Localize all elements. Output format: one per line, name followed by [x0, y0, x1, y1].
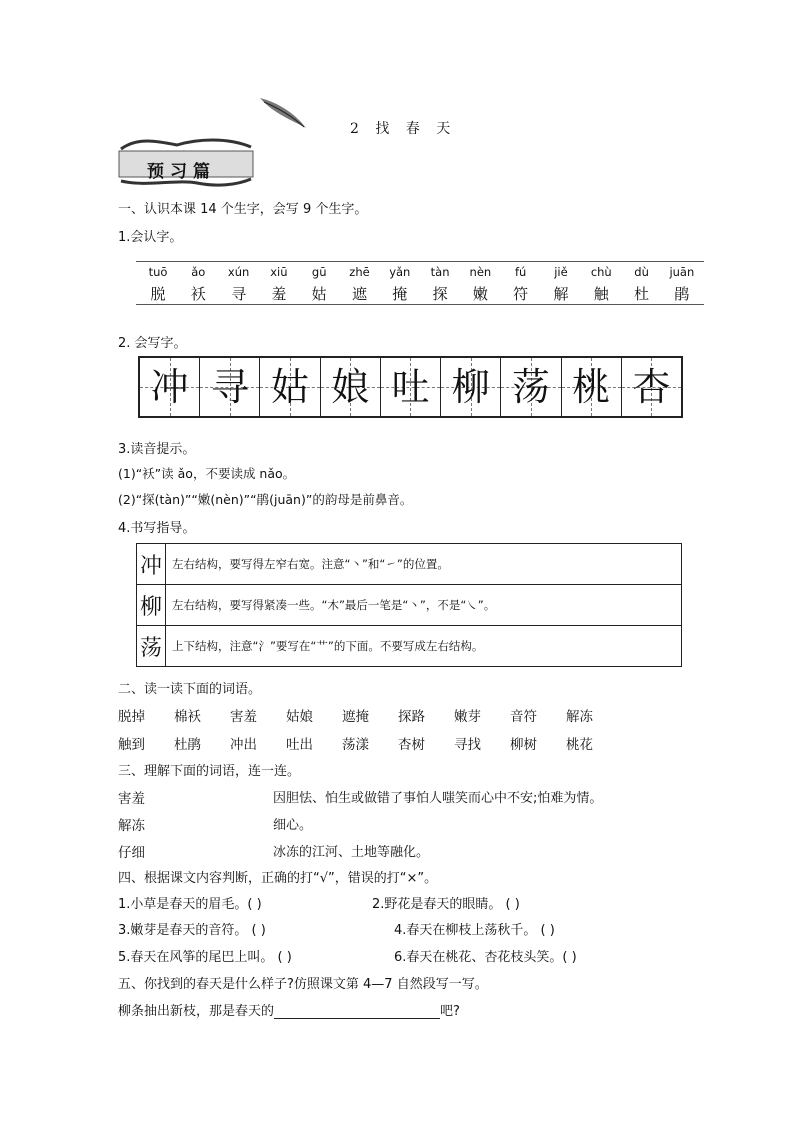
word: 杜鹃 [174, 737, 201, 753]
match-left-3[interactable]: 仔细 [118, 845, 145, 861]
write-char: 娘 [331, 365, 370, 409]
char: 鹃 [674, 285, 690, 303]
char: 脱 [150, 285, 166, 303]
feather-icon [258, 96, 308, 132]
pinyin: jiě [554, 265, 568, 279]
q3-label: 3.读音提示。 [118, 442, 196, 457]
guide-text: 左右结构，要写得紧凑一些。“木”最后一笔是“丶”，不是“㇏”。 [166, 585, 682, 626]
pinyin-row [136, 265, 704, 279]
answer-blank[interactable] [274, 1006, 440, 1019]
pinyin: tàn [430, 265, 450, 279]
section-banner-title: 预习篇 [147, 162, 216, 182]
guide-char: 柳 [137, 585, 166, 626]
part2-heading: 二、读一读下面的词语。 [118, 682, 262, 697]
write-char: 桃 [572, 365, 611, 409]
word: 脱掉 [118, 709, 145, 725]
char: 袄 [190, 285, 206, 303]
char: 杜 [634, 285, 650, 303]
write-char: 荡 [511, 365, 550, 409]
match-left-1[interactable]: 害羞 [118, 791, 145, 807]
char: 寻 [231, 285, 247, 303]
pinyin: dù [634, 265, 649, 279]
char-row [136, 283, 704, 304]
char: 嫩 [472, 285, 488, 303]
char: 羞 [271, 285, 287, 303]
word: 遮掩 [342, 709, 369, 725]
char: 遮 [351, 285, 367, 303]
pinyin-table [136, 261, 704, 305]
word: 害羞 [230, 709, 257, 725]
tianzige-grid [138, 356, 683, 418]
part3-heading: 三、理解下面的词语，连一连。 [118, 764, 301, 779]
char: 触 [593, 285, 609, 303]
guide-char: 荡 [137, 626, 166, 667]
guide-text: 上下结构，注意“氵”要写在“艹”的下面。不要写成左右结构。 [166, 626, 682, 667]
word: 音符 [510, 709, 537, 725]
judge-item[interactable]: 2.野花是春天的眼睛。 ( ) [372, 897, 520, 912]
judge-item[interactable]: 3.嫩芽是春天的音符。 ( ) [118, 923, 266, 938]
pinyin: nèn [469, 265, 492, 279]
lesson-title: 2 找 春 天 [350, 121, 457, 137]
char: 解 [553, 285, 569, 303]
grid-cell [501, 358, 561, 416]
pinyin: tuō [148, 265, 168, 279]
q4-label: 4.书写指导。 [118, 521, 196, 536]
write-char: 吐 [391, 365, 430, 409]
word: 冲出 [230, 737, 257, 753]
write-char: 寻 [210, 365, 249, 409]
pinyin: zhē [349, 265, 370, 279]
grid-cell [381, 358, 441, 416]
pinyin: yǎn [389, 265, 411, 279]
word: 荡漾 [342, 737, 369, 753]
pinyin: gū [311, 265, 327, 279]
write-char: 柳 [451, 365, 490, 409]
word: 解冻 [566, 709, 593, 725]
word: 桃花 [566, 737, 593, 753]
grid-cell [321, 358, 381, 416]
q1-label: 1.会认字。 [118, 230, 183, 245]
write-char: 冲 [150, 365, 189, 409]
pinyin: xún [227, 265, 250, 279]
write-char: 姑 [271, 365, 310, 409]
word: 嫩芽 [454, 709, 481, 725]
word: 柳树 [510, 737, 537, 753]
judge-item[interactable]: 4.春天在柳枝上荡秋千。 ( ) [394, 923, 555, 938]
q3-item-1: (1)“袄”读 ǎo，不要读成 nǎo。 [118, 466, 296, 481]
guide-text: 左右结构，要写得左窄右宽。注意“丶”和“㇀”的位置。 [166, 544, 682, 585]
char: 姑 [311, 285, 327, 303]
pinyin: chù [590, 265, 612, 279]
word: 杏树 [398, 737, 425, 753]
guide-char: 冲 [137, 544, 166, 585]
word: 寻找 [454, 737, 481, 753]
match-left-2[interactable]: 解冻 [118, 818, 145, 834]
match-right-3[interactable]: 冰冻的江河、土地等融化。 [273, 845, 430, 860]
match-right-1[interactable]: 因胆怯、怕生或做错了事怕人嗤笑而心中不安;怕难为情。 [273, 791, 603, 806]
char: 探 [432, 285, 448, 303]
sentence-end: 吧? [440, 1004, 460, 1019]
pinyin: ǎo [191, 265, 206, 279]
pinyin: xiū [270, 265, 288, 279]
part5-heading: 五、你找到的春天是什么样子?仿照课文第 4—7 自然段写一写。 [118, 977, 488, 992]
judge-item[interactable]: 6.春天在桃花、杏花枝头笑。( ) [394, 950, 577, 965]
match-right-2[interactable]: 细心。 [273, 818, 313, 833]
grid-cell [260, 358, 320, 416]
char: 掩 [392, 285, 408, 303]
grid-cell [200, 358, 260, 416]
word: 吐出 [286, 737, 313, 753]
sentence-start: 柳条抽出新枝，那是春天的 [118, 1004, 275, 1019]
fill-sentence [118, 1000, 460, 1019]
writing-guide-table [136, 543, 682, 667]
part1-heading: 一、认识本课 14 个生字，会写 9 个生字。 [118, 202, 368, 217]
pinyin: fú [515, 265, 527, 279]
grid-cell [140, 358, 200, 416]
table-row [137, 585, 682, 626]
table-row [137, 626, 682, 667]
q3-item-2: (2)“探(tàn)”“嫩(nèn)”“鹃(juān)”的韵母是前鼻音。 [118, 492, 413, 507]
word: 姑娘 [286, 709, 313, 725]
q2-label: 2. 会写字。 [118, 336, 187, 351]
word-row-1 [118, 705, 622, 725]
grid-cell [622, 358, 681, 416]
pinyin: juān [669, 265, 695, 279]
write-char: 杏 [632, 365, 671, 409]
part4-heading: 四、根据课文内容判断，正确的打“√”，错误的打“×”。 [118, 871, 438, 886]
table-row [137, 544, 682, 585]
judge-item[interactable]: 5.春天在风筝的尾巴上叫。 ( ) [118, 950, 292, 965]
word: 棉袄 [174, 709, 201, 725]
grid-cell [562, 358, 622, 416]
grid-cell [441, 358, 501, 416]
judge-item[interactable]: 1.小草是春天的眉毛。( ) [118, 897, 262, 912]
char: 符 [513, 285, 529, 303]
word: 探路 [398, 709, 425, 725]
word: 触到 [118, 737, 145, 753]
word-row-2 [118, 733, 622, 753]
